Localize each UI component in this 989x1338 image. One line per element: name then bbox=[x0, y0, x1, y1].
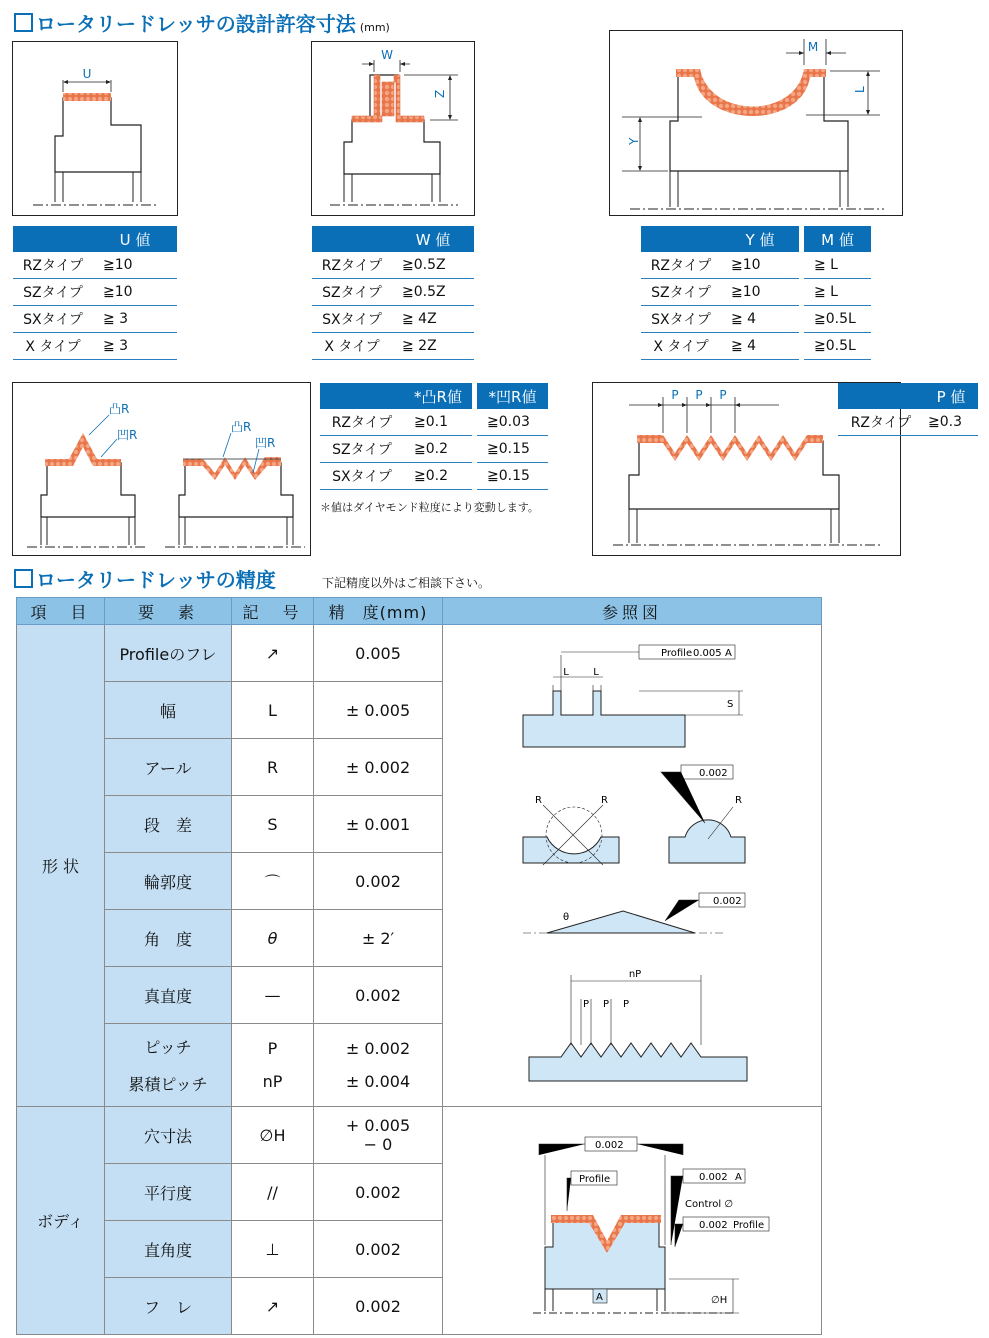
table-row: 直角度 ⊥ 0.002 bbox=[17, 1221, 822, 1278]
table-y-header: Y 値 bbox=[721, 226, 799, 252]
table-row: 幅 L ± 0.005 bbox=[17, 682, 822, 739]
runout-icon: ↗ bbox=[232, 625, 314, 682]
table-row: 平行度 // 0.002 bbox=[17, 1164, 822, 1221]
table-row: SZタイプ ≧10 bbox=[13, 279, 177, 306]
label-l: L bbox=[853, 86, 867, 93]
label-convex-r-2: 凸R bbox=[231, 420, 252, 434]
figure-w bbox=[311, 41, 475, 216]
table-row: SXタイプ ≧0.2 ≧0.15 bbox=[320, 463, 548, 490]
label-p-1: P bbox=[671, 388, 679, 402]
svg-text:L: L bbox=[563, 667, 569, 678]
label-w: W bbox=[381, 48, 393, 62]
table-u bbox=[13, 226, 177, 360]
table-row: SZタイプ ≧0.5Z bbox=[312, 279, 474, 306]
r-note: ＊値はダイヤモンド粒度により変動します。 bbox=[320, 501, 539, 514]
table-row: SZタイプ ≧0.2 ≧0.15 bbox=[320, 436, 548, 463]
table-row: 段 差 S ± 0.001 bbox=[17, 796, 822, 853]
svg-text:Control ∅: Control ∅ bbox=[685, 1199, 734, 1210]
header-precision: 精 度(mm) bbox=[314, 598, 443, 625]
svg-text:L: L bbox=[593, 667, 599, 678]
svg-text:A: A bbox=[725, 648, 732, 659]
parallelism-icon: // bbox=[232, 1164, 314, 1221]
svg-text:P: P bbox=[582, 999, 590, 1010]
table-row: 角 度 θ ± 2′ bbox=[17, 910, 822, 967]
table-row: RZタイプ ≧0.1 ≧0.03 bbox=[320, 409, 548, 436]
table-row: 真直度 — 0.002 bbox=[17, 967, 822, 1024]
table-row: SXタイプ ≧ 3 bbox=[13, 306, 177, 333]
svg-text:0.002: 0.002 bbox=[699, 768, 728, 779]
header-item: 項 目 bbox=[17, 598, 105, 625]
section2-title: ロータリードレッサの精度 bbox=[14, 564, 276, 593]
svg-text:θ: θ bbox=[563, 912, 570, 923]
label-concave-r-2: 凹R bbox=[255, 436, 276, 450]
svg-text:0.002: 0.002 bbox=[713, 896, 742, 907]
runout-icon: ↗ bbox=[232, 1278, 314, 1335]
table-row: X タイプ ≧ 4 ≧0.5L bbox=[641, 333, 871, 360]
section1-title: ロータリードレッサの設計許容寸法 (mm) bbox=[14, 8, 390, 37]
svg-text:A: A bbox=[735, 1172, 742, 1183]
svg-text:R: R bbox=[601, 795, 608, 806]
diameter-icon: ∅H bbox=[259, 1125, 286, 1145]
table-row: 輪郭度 ⌒ 0.002 bbox=[17, 853, 822, 910]
svg-text:S: S bbox=[727, 699, 734, 710]
profile-icon: ⌒ bbox=[232, 853, 314, 910]
label-p-3: P bbox=[719, 388, 727, 402]
header-figure: 参照図 bbox=[443, 598, 822, 625]
table-m-header: M 値 bbox=[804, 226, 871, 252]
svg-text:∅H: ∅H bbox=[711, 1295, 728, 1306]
label-p-2: P bbox=[695, 388, 703, 402]
header-symbol: 記 号 bbox=[232, 598, 314, 625]
header-element: 要 素 bbox=[105, 598, 232, 625]
table-w-header: W 値 bbox=[392, 226, 474, 252]
table-ym bbox=[641, 226, 871, 360]
category-shape: 形 状 bbox=[17, 625, 105, 1107]
label-convex-r: 凸R bbox=[109, 402, 130, 416]
table-row: X タイプ ≧ 3 bbox=[13, 333, 177, 360]
reference-figure-shape bbox=[443, 625, 822, 1107]
table-row: フ レ ↗ 0.002 bbox=[17, 1278, 822, 1335]
category-body: ボディ bbox=[17, 1107, 105, 1335]
reference-figure-body bbox=[443, 1107, 822, 1335]
accuracy-table bbox=[16, 597, 822, 1335]
svg-text:0.002: 0.002 bbox=[595, 1140, 624, 1151]
table-row: ボディ 穴寸法 ∅H + 0.005 − 0 0.002 Profile 0.002 A Control ∅ 0.002 Profile A ∅H bbox=[17, 1107, 822, 1164]
table-row: SZタイプ ≧10 ≧ L bbox=[641, 279, 871, 306]
table-row: 形 状 Profileのフレ ↗ 0.005 L L Profile 0.005 A S R R R 0.002 θ 0.002 nP P P P bbox=[17, 625, 822, 682]
label-u: U bbox=[82, 67, 92, 81]
svg-text:Profile: Profile bbox=[661, 648, 693, 659]
table-r bbox=[320, 383, 548, 490]
svg-text:P: P bbox=[602, 999, 610, 1010]
table-row: RZタイプ ≧0.5Z bbox=[312, 252, 474, 279]
label-z: Z bbox=[433, 89, 447, 98]
figure-u bbox=[12, 41, 178, 216]
svg-text:0.002: 0.002 bbox=[699, 1220, 728, 1231]
table-row: RZタイプ ≧10 ≧ L bbox=[641, 252, 871, 279]
svg-text:R: R bbox=[735, 795, 742, 806]
svg-text:A: A bbox=[596, 1292, 603, 1303]
figure-r bbox=[12, 382, 311, 556]
svg-text:nP: nP bbox=[628, 969, 642, 980]
square-bullet-icon bbox=[14, 13, 33, 32]
table-concave-header: *凹R値 bbox=[477, 383, 548, 409]
table-w bbox=[312, 226, 474, 360]
table-row: ピッチ 累積ピッチ P nP ± 0.002 ± 0.004 bbox=[17, 1024, 822, 1107]
label-m: M bbox=[807, 40, 819, 54]
square-bullet-icon bbox=[14, 569, 33, 588]
table-convex-header: *凸R値 bbox=[404, 383, 472, 409]
label-y: Y bbox=[627, 137, 641, 145]
svg-text:Profile: Profile bbox=[733, 1220, 765, 1231]
svg-text:P: P bbox=[622, 999, 630, 1010]
label-concave-r: 凹R bbox=[117, 428, 138, 442]
svg-text:0.005: 0.005 bbox=[693, 648, 722, 659]
table-u-header: U 値 bbox=[93, 226, 177, 252]
svg-text:0.002: 0.002 bbox=[699, 1172, 728, 1183]
figure-ym bbox=[609, 30, 903, 216]
svg-text:Profile: Profile bbox=[579, 1174, 611, 1185]
table-row: RZタイプ ≧0.3 bbox=[838, 409, 978, 436]
section2-note: 下記精度以外はご相談下さい。 bbox=[322, 576, 491, 590]
table-row: RZタイプ ≧10 bbox=[13, 252, 177, 279]
svg-text:R: R bbox=[535, 795, 542, 806]
table-row: アール R ± 0.002 bbox=[17, 739, 822, 796]
table-row: X タイプ ≧ 2Z bbox=[312, 333, 474, 360]
table-p bbox=[838, 383, 978, 436]
table-row: SXタイプ ≧ 4 ≧0.5L bbox=[641, 306, 871, 333]
perpendicularity-icon: ⊥ bbox=[232, 1221, 314, 1278]
table-row: SXタイプ ≧ 4Z bbox=[312, 306, 474, 333]
table-p-header: P 値 bbox=[924, 383, 978, 409]
unit-label: (mm) bbox=[359, 21, 390, 34]
straightness-icon: — bbox=[232, 967, 314, 1024]
